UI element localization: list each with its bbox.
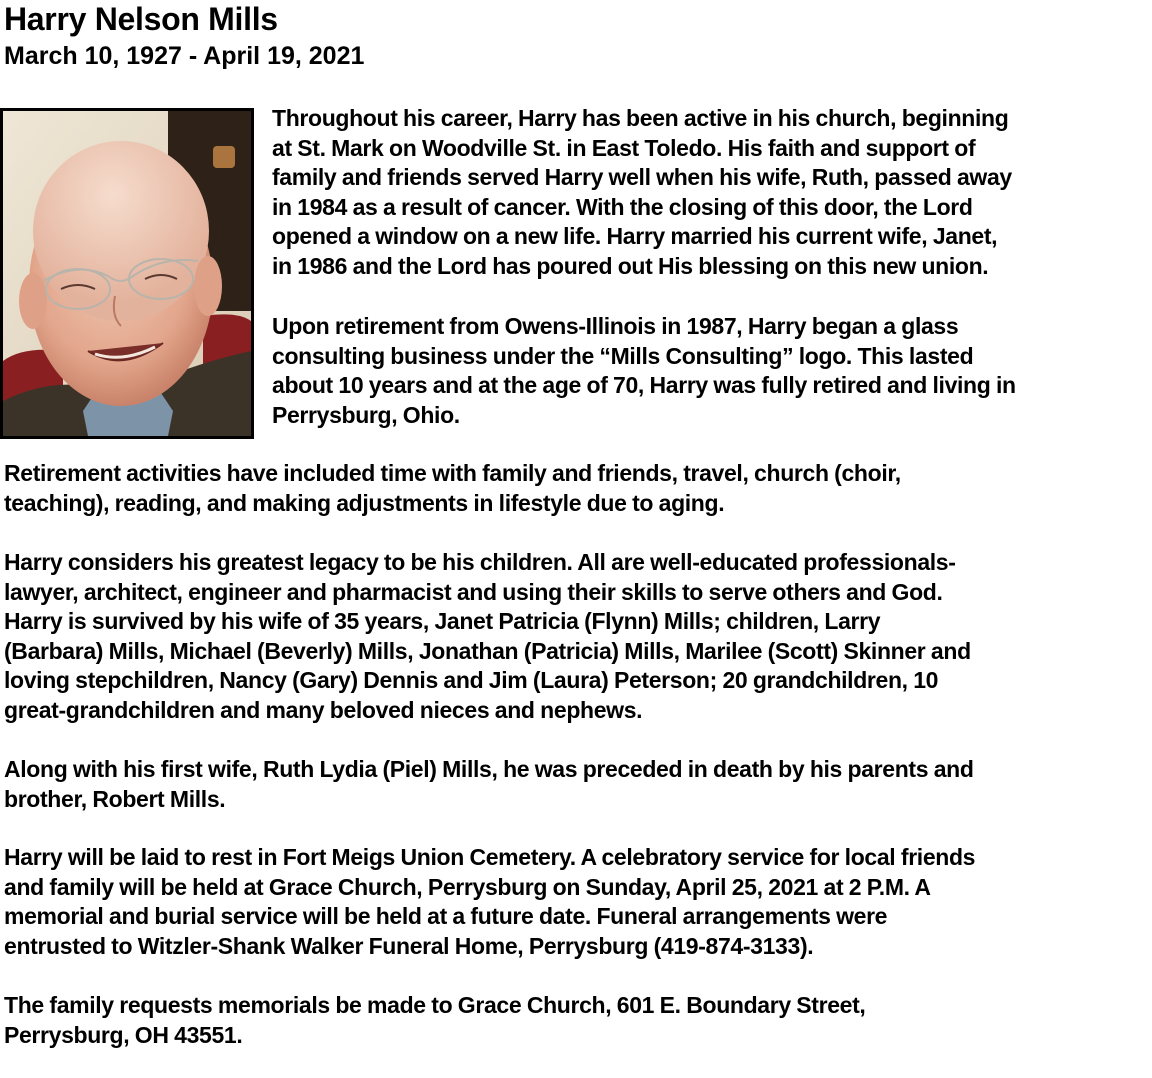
text-line: family and friends served Harry well when his wife, Ruth, passed away [272,164,1012,190]
text-line: entrusted to Witzler-Shank Walker Funeral Home, Perrysburg (419-874-3133). [4,932,814,959]
text-line: about 10 years and at the age of 70, Harry was fully retired and living in [272,372,1016,398]
paragraph-activities [4,459,901,518]
text-line: Throughout his career, Harry has been active in his church, beginning [272,105,1009,131]
text-line: in 1984 as a result of cancer. With the closing of this door, the Lord [272,193,973,220]
portrait-image [3,111,251,436]
text-line: teaching), reading, and making adjustments in lifestyle due to aging. [4,489,725,516]
text-line: memorial and burial service will be held at a future date. Funeral arrangements were [4,903,888,929]
text-line: Along with his first wife, Ruth Lydia (Piel) Mills, he was preceded in death by his parents and [4,756,974,782]
text-line: Perrysburg, OH 43551. [4,1021,243,1048]
life-dates: March 10, 1927 - April 19, 2021 [4,42,365,70]
text-line: lawyer, architect, engineer and pharmacist and using their skills to serve others and God. [4,578,943,605]
text-line: and family will be held at Grace Church, Perrysburg on Sunday, April 25, 2021 at 2 P.M. A [4,873,931,900]
text-line: Retirement activities have included time with family and friends, travel, church (choir, [4,460,901,486]
text-line: great-grandchildren and many beloved nieces and nephews. [4,696,643,723]
obituary-name: Harry Nelson Mills [4,1,278,37]
paragraph-church [272,104,1012,281]
text-line: opened a window on a new life. Harry married his current wife, Janet, [272,223,998,249]
text-line: Harry considers his greatest legacy to be his children. All are well-educated professionals- [4,549,956,575]
text-line: Upon retirement from Owens-Illinois in 1987, Harry began a glass [272,313,959,339]
paragraph-family [4,548,971,725]
text-line: Harry is survived by his wife of 35 years, Janet Patricia (Flynn) Mills; children, Larry [4,608,881,634]
text-line: loving stepchildren, Nancy (Gary) Dennis and Jim (Laura) Peterson; 20 grandchildren, 10 [4,667,939,693]
paragraph-retirement-career [272,312,1016,430]
text-line: brother, Robert Mills. [4,785,226,812]
text-line: The family requests memorials be made to Grace Church, 601 E. Boundary Street, [4,992,866,1018]
paragraph-memorials [4,991,865,1050]
paragraph-preceded [4,755,974,814]
portrait-photo [0,108,254,439]
paragraph-services [4,843,975,961]
text-line: Harry will be laid to rest in Fort Meigs Union Cemetery. A celebratory service for local friends [4,844,976,870]
text-line: consulting business under the “Mills Consulting” logo. This lasted [272,342,974,369]
text-line: in 1986 and the Lord has poured out His blessing on this new union. [272,252,989,279]
text-line: at St. Mark on Woodville St. in East Toledo. His faith and support of [272,134,976,161]
text-line: (Barbara) Mills, Michael (Beverly) Mills, Jonathan (Patricia) Mills, Marilee (Scott) Skinner and [4,637,971,664]
text-line: Perrysburg, Ohio. [272,401,460,428]
